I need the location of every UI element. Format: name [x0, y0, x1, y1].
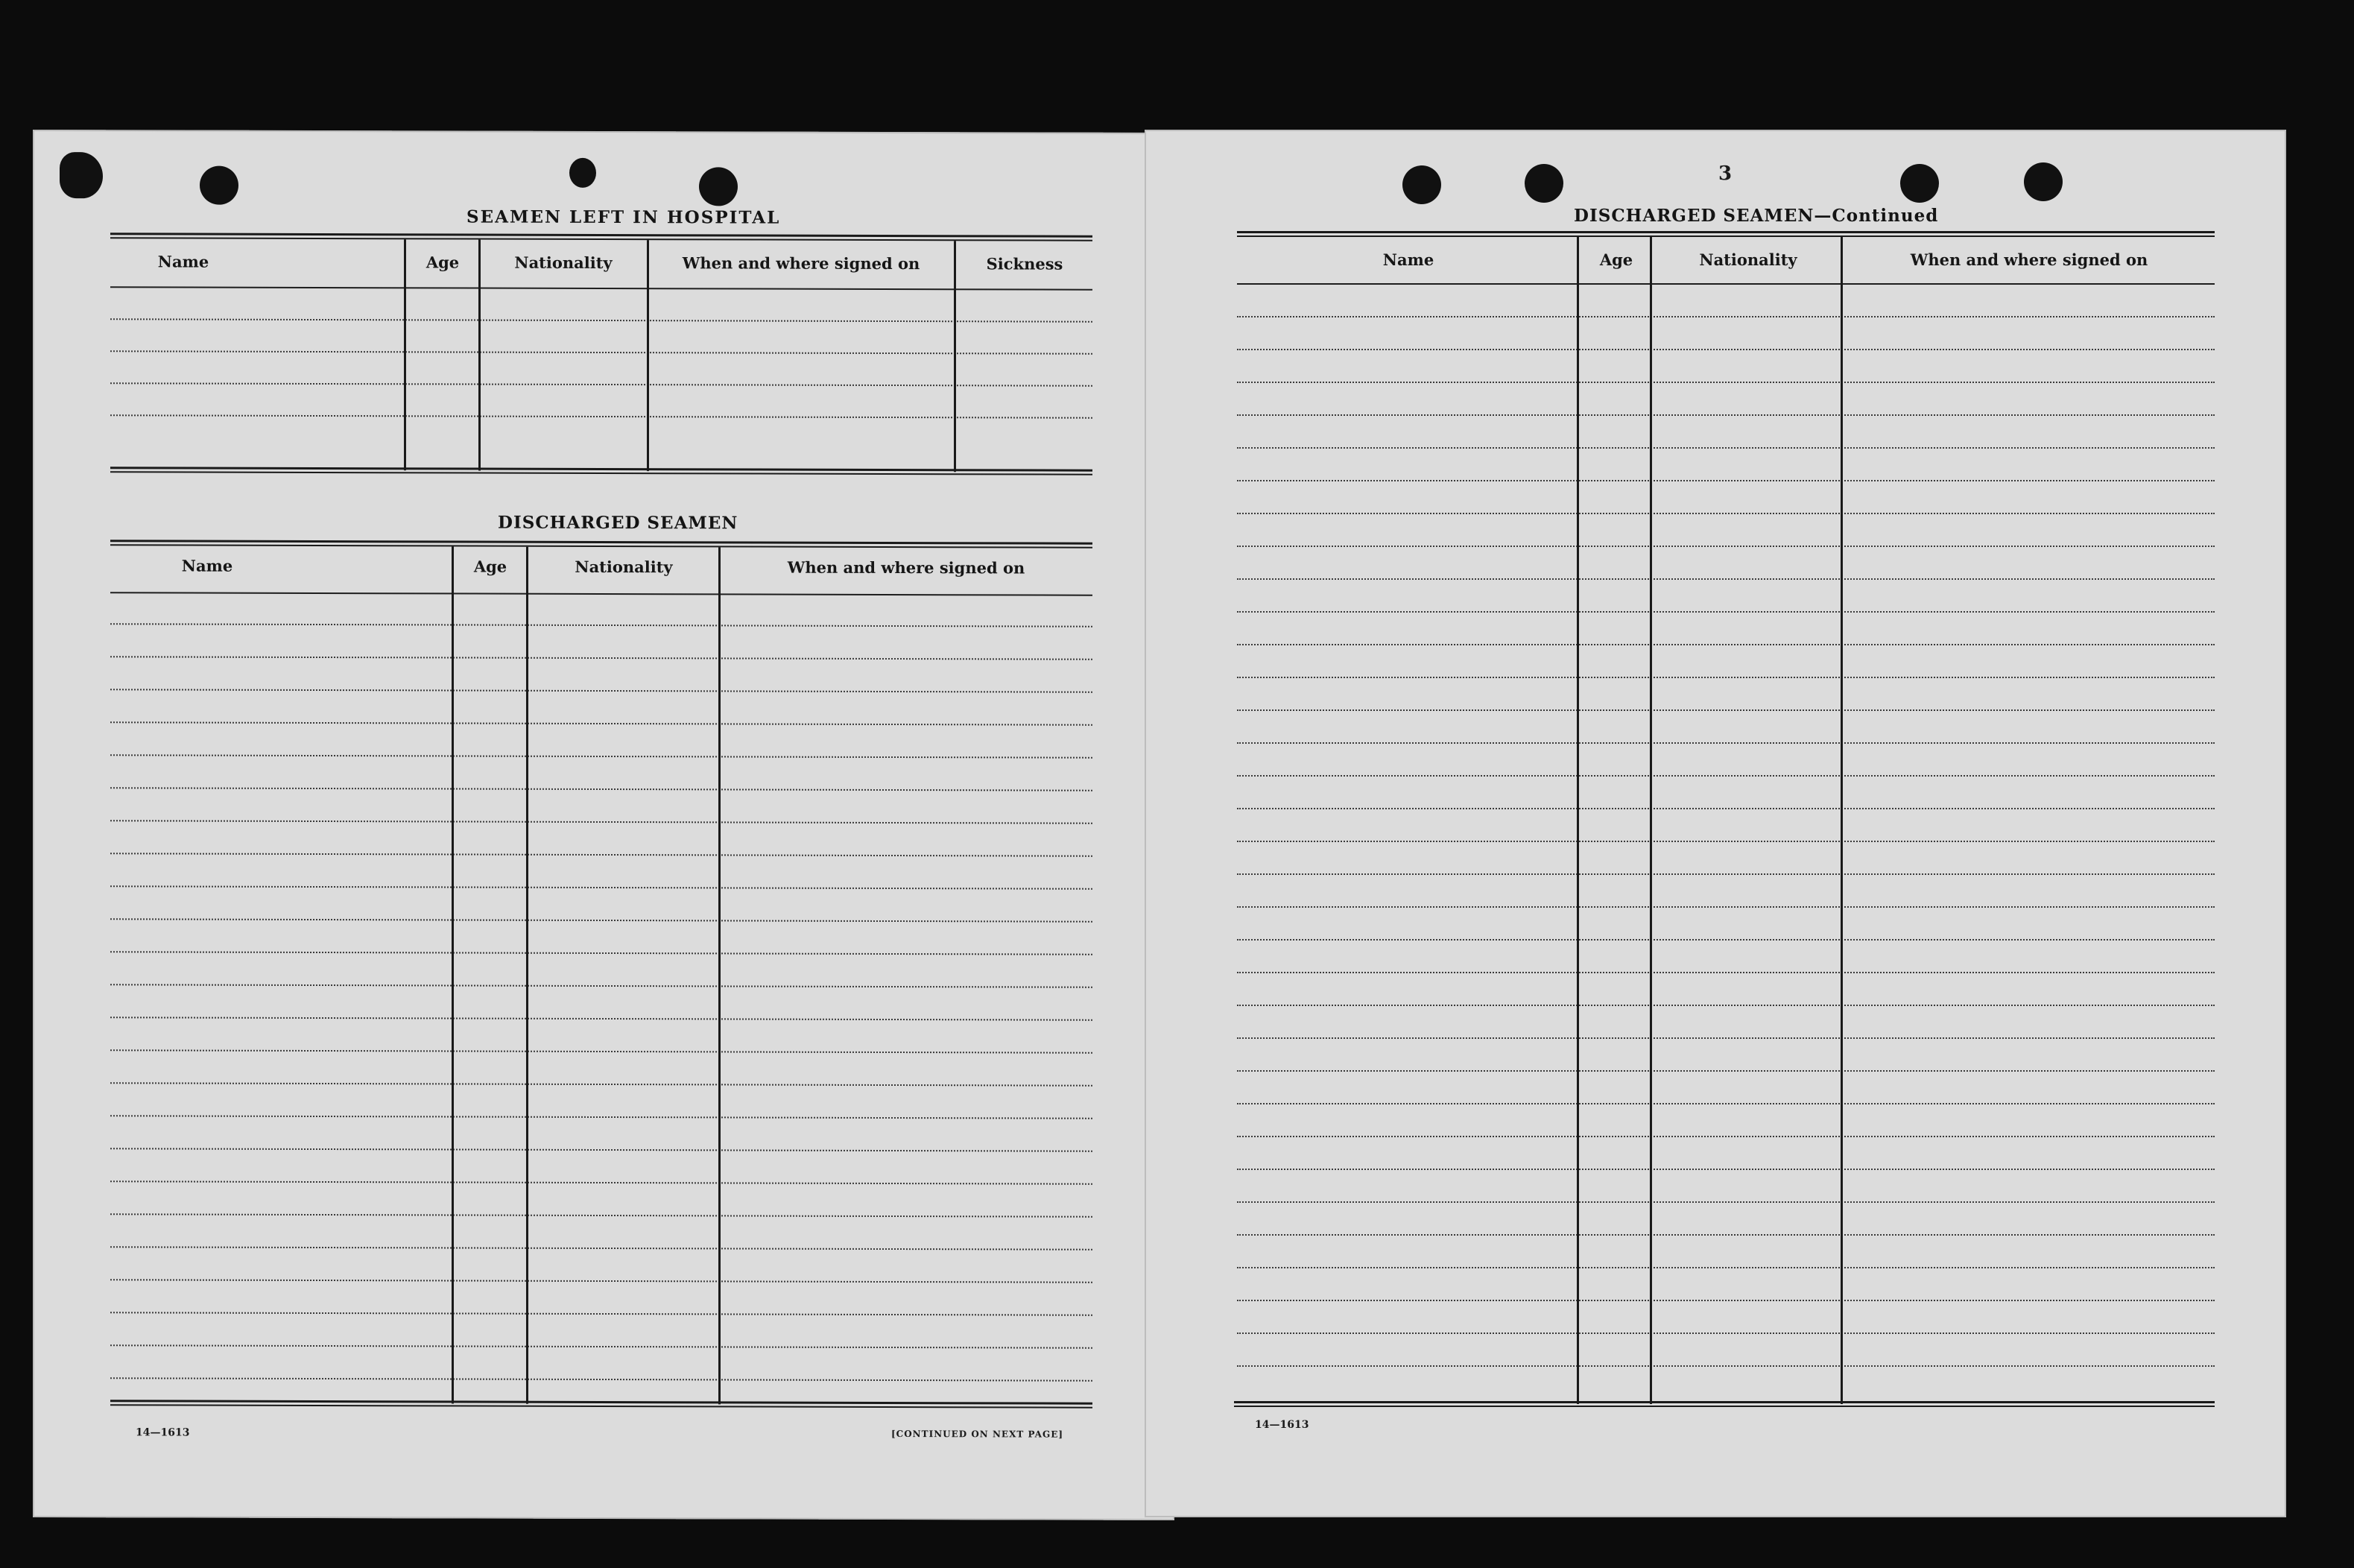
col-nationality: Nationality — [575, 557, 673, 577]
punch-hole — [1402, 165, 1441, 204]
row-line — [110, 951, 1092, 955]
row-line — [110, 1115, 1092, 1119]
row-line — [110, 885, 1092, 889]
row-line — [110, 689, 1092, 692]
discharged-col-divider — [526, 547, 528, 1404]
row-line — [1237, 972, 2215, 973]
hospital-top-rule — [110, 233, 1092, 241]
row-line — [1237, 316, 2215, 317]
row-line — [110, 820, 1092, 823]
row-line — [1237, 1037, 2215, 1039]
col-name: Name — [181, 556, 233, 575]
hospital-section-title: SEAMEN LEFT IN HOSPITAL — [466, 206, 781, 228]
punch-hole — [200, 166, 238, 205]
hospital-row-line — [110, 382, 1092, 386]
hospital-row-line — [110, 414, 1092, 418]
row-line — [1237, 546, 2215, 547]
punch-hole — [569, 158, 596, 188]
discharged-bottom-rule — [110, 1400, 1092, 1408]
col-age: Age — [425, 253, 460, 272]
row-line — [1237, 414, 2215, 416]
col-age: Age — [473, 557, 507, 576]
continued-bottom-rule — [1234, 1401, 2215, 1407]
row-line — [110, 1312, 1092, 1315]
row-line — [1237, 447, 2215, 449]
row-line — [1237, 1169, 2215, 1170]
continued-note: [CONTINUED ON NEXT PAGE] — [891, 1429, 1064, 1440]
row-line — [110, 721, 1092, 725]
row-line — [1237, 1267, 2215, 1268]
row-line — [110, 1246, 1092, 1250]
hospital-row-line — [110, 318, 1092, 322]
row-line — [1237, 611, 2215, 613]
row-line — [1237, 709, 2215, 711]
row-line — [110, 1148, 1092, 1151]
row-line — [1237, 1201, 2215, 1203]
row-line — [1237, 873, 2215, 875]
row-line — [110, 1377, 1092, 1381]
row-line — [110, 918, 1092, 922]
discharged-top-rule — [110, 540, 1092, 548]
col-nationality: Nationality — [1699, 250, 1797, 269]
row-line — [110, 1180, 1092, 1184]
page-number: 3 — [1718, 162, 1733, 185]
row-line — [1237, 775, 2215, 777]
hospital-col-divider — [647, 240, 649, 471]
row-line — [1237, 1234, 2215, 1236]
left-page — [33, 130, 1174, 1520]
row-line — [110, 1082, 1092, 1086]
punch-hole — [2024, 162, 2063, 201]
continued-top-rule — [1237, 231, 2215, 237]
ink-blot — [60, 152, 103, 198]
form-number: 14—1613 — [1255, 1419, 1309, 1431]
row-line — [1237, 742, 2215, 744]
hospital-row-line — [110, 350, 1092, 354]
row-line — [110, 1344, 1092, 1348]
row-line — [1237, 939, 2215, 941]
col-name: Name — [157, 252, 209, 271]
row-line — [1237, 349, 2215, 350]
hospital-col-divider — [478, 240, 481, 471]
row-line — [1237, 1103, 2215, 1104]
form-number: 14—1613 — [136, 1426, 190, 1439]
hospital-bottom-rule — [110, 467, 1092, 475]
row-line — [1237, 841, 2215, 842]
col-signed-on: When and where signed on — [1910, 250, 2148, 269]
row-line — [1237, 1070, 2215, 1072]
row-line — [1237, 1333, 2215, 1334]
discharged-header-rule — [110, 592, 1092, 595]
col-sickness: Sickness — [986, 254, 1063, 274]
punch-hole — [1525, 164, 1563, 203]
continued-col-divider — [1841, 237, 1843, 1404]
row-line — [1237, 808, 2215, 809]
col-signed-on: When and where signed on — [787, 557, 1025, 578]
row-line — [110, 1049, 1092, 1053]
col-nationality: Nationality — [514, 253, 613, 273]
punch-hole — [1900, 164, 1939, 203]
row-line — [1237, 644, 2215, 645]
row-line — [110, 853, 1092, 856]
discharged-col-divider — [452, 546, 454, 1403]
discharged-continued-title: DISCHARGED SEAMEN—Continued — [1574, 206, 1939, 226]
col-signed-on: When and where signed on — [682, 253, 920, 274]
col-name: Name — [1382, 250, 1434, 269]
row-line — [1237, 382, 2215, 383]
row-line — [1237, 1365, 2215, 1367]
row-line — [110, 754, 1092, 758]
row-line — [1237, 906, 2215, 908]
row-line — [1237, 1005, 2215, 1006]
row-line — [110, 984, 1092, 987]
row-line — [1237, 1300, 2215, 1301]
punch-hole — [699, 167, 738, 206]
right-page — [1145, 130, 2286, 1517]
row-line — [110, 787, 1092, 791]
hospital-col-divider — [404, 239, 406, 470]
discharged-col-divider — [718, 547, 721, 1404]
continued-header-rule — [1237, 283, 2215, 285]
row-line — [110, 623, 1092, 627]
row-line — [110, 1017, 1092, 1020]
discharged-row-lines — [33, 130, 1174, 133]
row-line — [1237, 513, 2215, 514]
row-line — [1237, 1136, 2215, 1137]
col-age: Age — [1599, 250, 1633, 269]
discharged-section-title: DISCHARGED SEAMEN — [498, 512, 738, 534]
row-line — [1237, 677, 2215, 678]
row-line — [110, 656, 1092, 660]
row-line — [1237, 578, 2215, 580]
row-line — [110, 1213, 1092, 1217]
row-line — [1237, 480, 2215, 481]
row-line — [110, 1279, 1092, 1283]
continued-col-divider — [1577, 237, 1579, 1404]
hospital-header-rule — [110, 286, 1092, 290]
continued-col-divider — [1650, 237, 1652, 1404]
hospital-col-divider — [954, 241, 956, 472]
